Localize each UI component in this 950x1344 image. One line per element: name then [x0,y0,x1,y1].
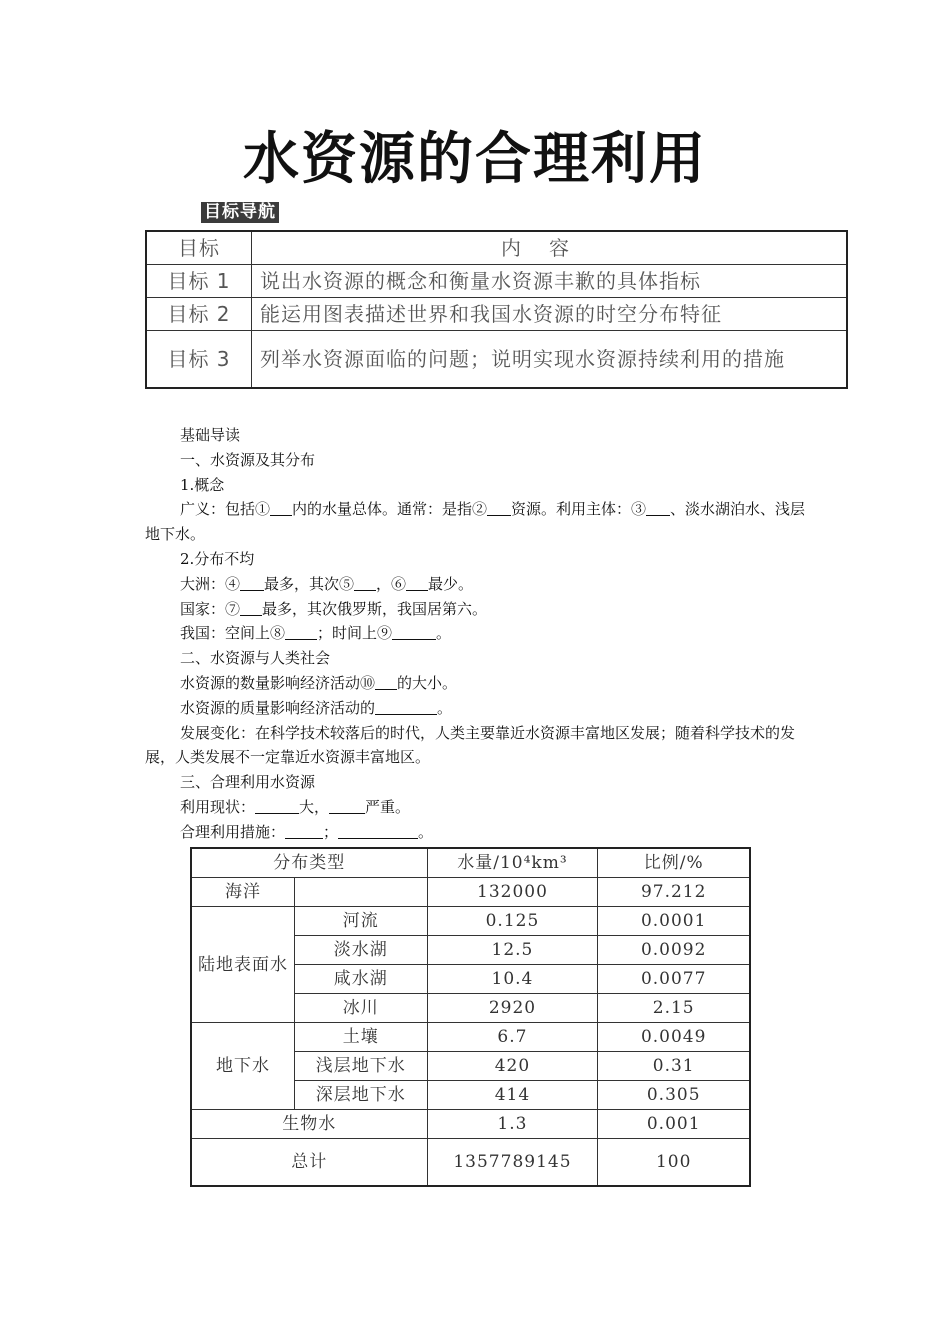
text: 资源。利用主体：③ [511,500,647,519]
text: 大， [299,797,330,816]
ratio-cell: 0.0049 [598,1023,750,1052]
text: 。 [418,822,434,841]
subtype-cell: 河流 [295,907,427,936]
measures-line [145,820,811,845]
header-amount: 水量/10⁴km³ [427,848,598,878]
text: 内的水量总体。通常：是指② [292,500,488,519]
groundwater-label: 地下水 [191,1023,295,1110]
amount-cell: 1.3 [427,1110,598,1139]
china-line [145,621,811,646]
subtype-cell: 浅层地下水 [295,1052,427,1081]
total-label: 总计 [191,1139,427,1187]
blank-10[interactable] [375,674,397,690]
ratio-cell: 97.212 [598,878,750,907]
text: 水资源的质量影响经济活动的 [180,698,376,717]
goal-target: 目标 1 [146,265,252,298]
text: 。 [437,698,453,717]
section-title: 一、水资源及其分布 [180,450,316,469]
blank-3[interactable] [646,500,670,516]
ratio-cell: 0.0077 [598,965,750,994]
goals-table [145,230,848,389]
goals-header-content: 内容 [252,231,848,265]
text: 我国：空间上⑧ [180,624,286,643]
subtype-cell: 冰川 [295,994,427,1023]
header-ratio: 比例/% [598,848,750,878]
quality-line [145,696,811,721]
ratio-cell: 0.305 [598,1081,750,1110]
ratio-cell: 0.31 [598,1052,750,1081]
blank-4[interactable] [240,575,264,591]
text: 国家：⑦ [180,599,241,618]
text: 严重。 [365,797,411,816]
amount-cell: 414 [427,1081,598,1110]
text: 、淡水湖泊水、浅层地下水。 [145,500,806,544]
table-row [191,907,750,936]
section-title: 二、水资源与人类社会 [180,649,331,668]
total-row [191,1139,750,1187]
subsection-title: 1.概念 [180,475,225,494]
blank-15[interactable] [338,823,418,839]
table-row [191,1023,750,1052]
goal-content: 列举水资源面临的问题；说明实现水资源持续利用的措施 [252,331,848,389]
header-type: 分布类型 [191,848,427,878]
table-header-row [191,848,750,878]
goals-row [146,265,847,298]
subtype-cell: 淡水湖 [295,936,427,965]
subtype-cell: 咸水湖 [295,965,427,994]
section-heading: 基础导读 [180,426,241,444]
goals-row [146,298,847,331]
quantity-line [145,671,811,696]
text: 的大小。 [397,673,458,692]
ocean-label: 海洋 [191,878,295,907]
amount-cell: 6.7 [427,1023,598,1052]
ratio-cell: 0.0001 [598,907,750,936]
bio-water-label: 生物水 [191,1110,427,1139]
country-line [145,597,811,622]
text: 水资源的数量影响经济活动⑩ [180,673,376,692]
blank-6[interactable] [406,575,428,591]
text: 最多，其次俄罗斯，我国居第六。 [262,599,488,618]
ratio-cell: 0.0092 [598,936,750,965]
continent-line [145,572,811,597]
goal-target: 目标 3 [146,331,252,389]
subtype-cell: 土壤 [295,1023,427,1052]
concept-paragraph [145,497,811,547]
subsection-title: 2.分布不均 [180,549,255,568]
amount-cell: 1357789145 [427,1139,598,1187]
blank-8[interactable] [285,624,317,640]
page-title: 水资源的合理利用 [243,127,707,192]
table-row [191,878,750,907]
text: 最少。 [428,574,474,593]
amount-cell: 12.5 [427,936,598,965]
ratio-cell: 100 [598,1139,750,1187]
empty-cell [295,878,427,907]
ratio-cell: 0.001 [598,1110,750,1139]
text: ，⑥ [376,574,407,593]
amount-cell: 10.4 [427,965,598,994]
ratio-cell: 2.15 [598,994,750,1023]
text: ；时间上⑨ [317,624,393,643]
text: 。 [436,624,452,643]
blank-12[interactable] [255,798,299,814]
goal-nav-badge: 目标导航 [201,202,279,223]
blank-11[interactable] [375,699,437,715]
section-title: 三、合理利用水资源 [180,773,316,792]
goals-header-row [146,231,847,265]
goals-row [146,331,847,389]
reading-guide [145,423,811,845]
blank-9[interactable] [392,624,436,640]
water-distribution-table [190,847,751,1187]
goal-content: 能运用图表描述世界和我国水资源的时空分布特征 [252,298,848,331]
goal-content: 说出水资源的概念和衡量水资源丰歉的具体指标 [252,265,848,298]
subtype-cell: 深层地下水 [295,1081,427,1110]
goals-header-target: 目标 [146,231,252,265]
status-line [145,795,811,820]
amount-cell: 0.125 [427,907,598,936]
blank-14[interactable] [285,823,323,839]
table-row [191,1110,750,1139]
blank-2[interactable] [487,500,511,516]
development-paragraph: 发展变化：在科学技术较落后的时代，人类主要靠近水资源丰富地区发展；随着科学技术的发展，人类发展不一定靠近水资源丰富地区。 [145,723,796,767]
amount-cell: 2920 [427,994,598,1023]
amount-cell: 420 [427,1052,598,1081]
goal-target: 目标 2 [146,298,252,331]
surface-water-label: 陆地表面水 [191,907,295,1023]
text: 最多，其次⑤ [264,574,355,593]
blank-13[interactable] [329,798,365,814]
blank-5[interactable] [354,575,376,591]
text: 大洲：④ [180,574,241,593]
text: 广义：包括① [180,500,271,519]
blank-1[interactable] [270,500,292,516]
text: ； [323,822,339,841]
text: 合理利用措施： [180,822,286,841]
amount-cell: 132000 [427,878,598,907]
text: 利用现状： [180,797,256,816]
blank-7[interactable] [240,600,262,616]
